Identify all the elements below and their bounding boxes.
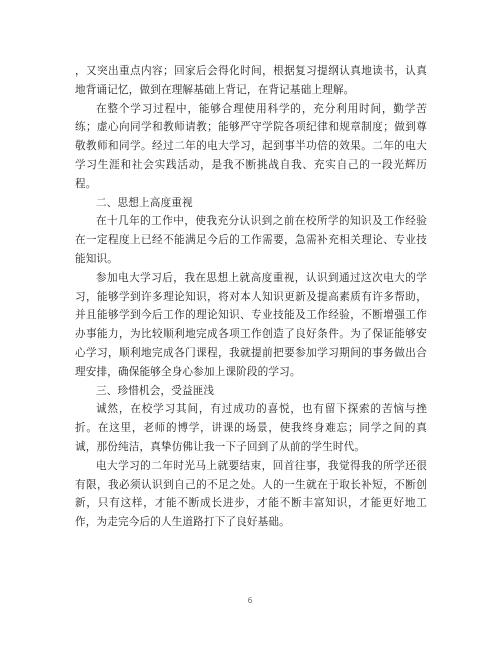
page-number: 6	[247, 596, 253, 605]
paragraph-1: ，又突出重点内容；回家后会得化时间，根据复习提纲认真地读书，认真地背诵记忆，做到在理解基础上背记，在背记基础上理解。	[75, 65, 427, 96]
paragraph-5: 诚然，在校学习其间，有过成功的喜悦，也有留下探索的苦恼与挫折。在这里，老师的博学，讲课的场景，使我终身难忘；同学之间的真诚，那份纯洁，真挚仿佛让我一下子回到了从前的学生时代。	[75, 403, 427, 453]
paragraph-4: 参加电大学习后，我在思想上就高度重视，认识到通过这次电大的学习，能够学到许多理论知识，将对本人知识更新及提高素质有许多帮助，并且能够学到今后工作的理论知识、专业技能及工作经验，不断增强工作办事能力，为比较顺利地完成各项工作创造了良好条件。为了保证能够安心学习，顺利地完成各门课程，我就提前把要参加学习期间的事务做出合理安排，确保能够全身心参加上课阶段的学习。	[75, 271, 427, 378]
document-body	[75, 62, 427, 532]
section-heading-3: 三、珍惜机会，受益匪浅	[96, 384, 215, 397]
paragraph-3: 在十几年的工作中，使我充分认识到之前在校所学的知识及工作经验在一定程度上已经不能满足今后的工作需要，急需补充相关理论、专业技能知识。	[75, 215, 427, 265]
paragraph-6: 电大学习的二年时光马上就要结束，回首往事，我觉得我的所学还很有限，我必须认识到自己的不足之处。人的一生就在于取长补短，不断创新，只有这样，才能不断成长进步，才能不断丰富知识，才能更好地工作，为走完今后的人生道路打下了良好基础。	[75, 459, 427, 529]
section-heading-2: 二、思想上高度重视	[96, 196, 193, 209]
paragraph-2: 在整个学习过程中，能够合理使用科学的，充分利用时间，勤学苦练；虚心向同学和教师请教；能够严守学院各项纪律和规章制度；做到尊敬教师和同学。经过二年的电大学习，起到事半功倍的效果。二年的电大学习生涯和社会实践活动，是我不断挑战自我、充实自己的一段光辉历程。	[75, 102, 427, 190]
